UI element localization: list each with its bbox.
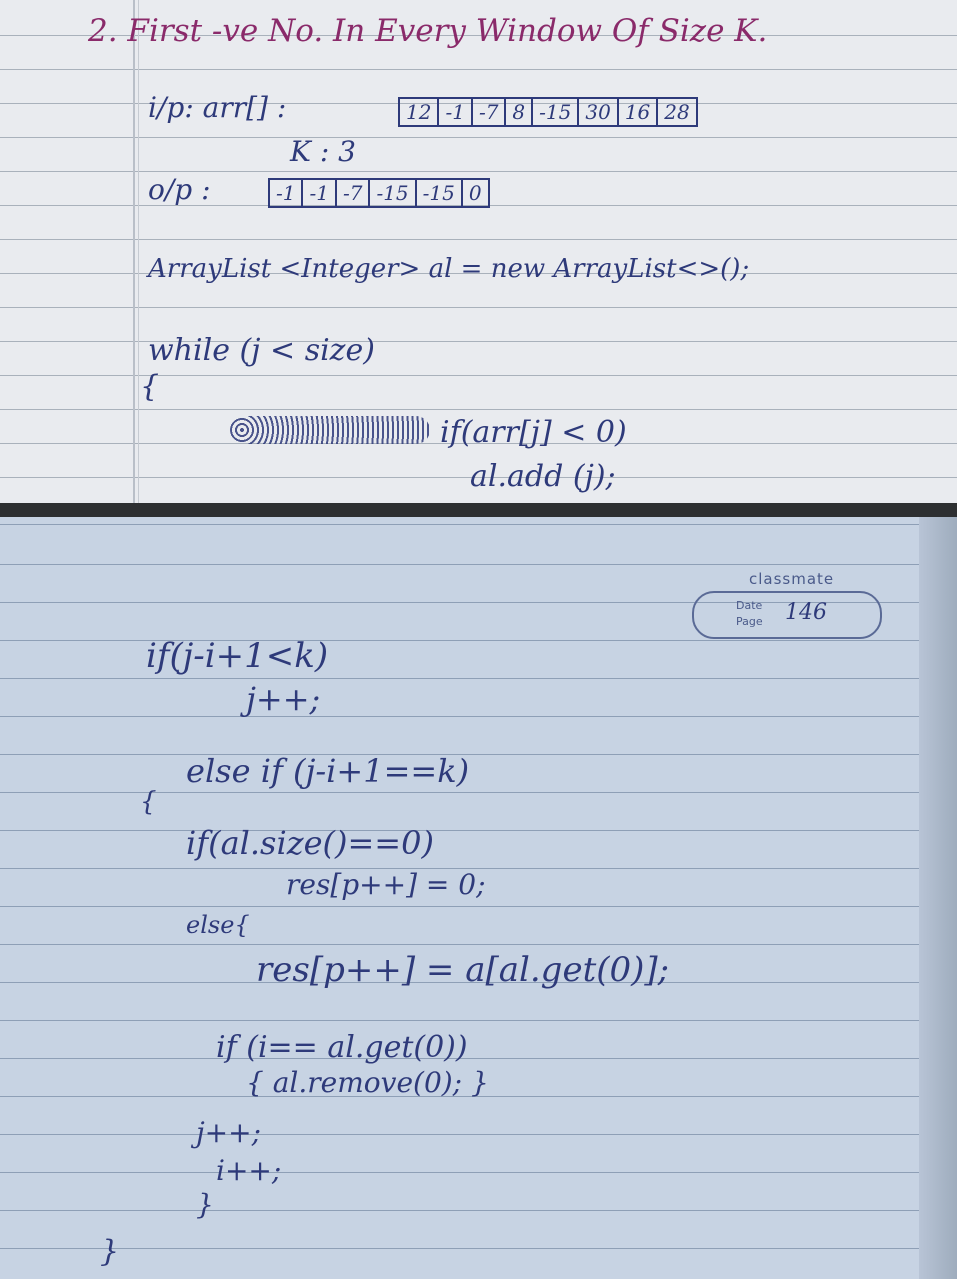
array-cell: 16 — [619, 99, 658, 125]
code-line: if(j-i+1<k) — [146, 636, 329, 676]
code-line: else if (j-i+1==k) — [186, 752, 470, 790]
code-line: while (j < size) — [148, 333, 375, 368]
output-label: o/p : — [148, 173, 211, 206]
code-line: if(al.size()==0) — [186, 824, 434, 862]
classmate-stamp — [692, 570, 882, 639]
date-label: Date — [736, 599, 763, 612]
array-cell: 0 — [468, 181, 482, 205]
code-line: i++; — [216, 1154, 282, 1187]
array-cell: 12 — [400, 99, 439, 125]
scribbled-out-text — [230, 416, 430, 444]
photo-separator — [0, 503, 957, 517]
array-cell: -15 — [370, 180, 416, 206]
margin-line — [138, 0, 139, 503]
array-cell: -7 — [337, 180, 370, 206]
array-cell: 30 — [579, 99, 618, 125]
page-number: 146 — [785, 600, 827, 625]
code-line: if(arr[j] < 0) — [440, 415, 627, 450]
problem-heading: 2. First -ve No. In Every Window Of Size K. — [88, 13, 768, 49]
notebook-page-bottom — [0, 517, 957, 1279]
array-cell: 28 — [664, 100, 690, 124]
array-cell: -15 — [533, 99, 579, 125]
array-cell: -15 — [417, 180, 463, 206]
code-line: j++; — [196, 1116, 262, 1149]
k-value: K : 3 — [290, 135, 356, 168]
notebook-page-top — [0, 0, 957, 503]
code-line: al.add (j); — [470, 459, 616, 494]
code-line: res[p++] = 0; — [286, 868, 486, 901]
code-line: { — [140, 369, 160, 404]
array-cell: -7 — [473, 99, 506, 125]
margin-line — [133, 0, 135, 503]
array-cell: 8 — [506, 99, 533, 125]
code-line: } — [100, 1234, 120, 1269]
code-line: } — [196, 1188, 214, 1221]
code-line: if (i== al.get(0)) — [216, 1030, 468, 1065]
page-label: Page — [736, 615, 763, 628]
brand-logo: classmate — [749, 570, 835, 588]
code-line: { — [140, 787, 157, 817]
array-cell: -1 — [270, 180, 303, 206]
code-line: j++; — [246, 680, 321, 718]
input-array — [398, 97, 698, 127]
code-line: { al.remove(0); } — [246, 1066, 489, 1099]
array-cell: -1 — [439, 99, 472, 125]
array-cell: -1 — [303, 180, 336, 206]
input-label: i/p: arr[] : — [148, 91, 287, 124]
code-line: ArrayList <Integer> al = new ArrayList<>(); — [148, 254, 750, 284]
code-line: res[p++] = a[al.get(0)]; — [256, 950, 670, 990]
notebook-edge — [919, 517, 957, 1279]
output-array — [268, 178, 490, 208]
code-line: else{ — [186, 911, 250, 939]
